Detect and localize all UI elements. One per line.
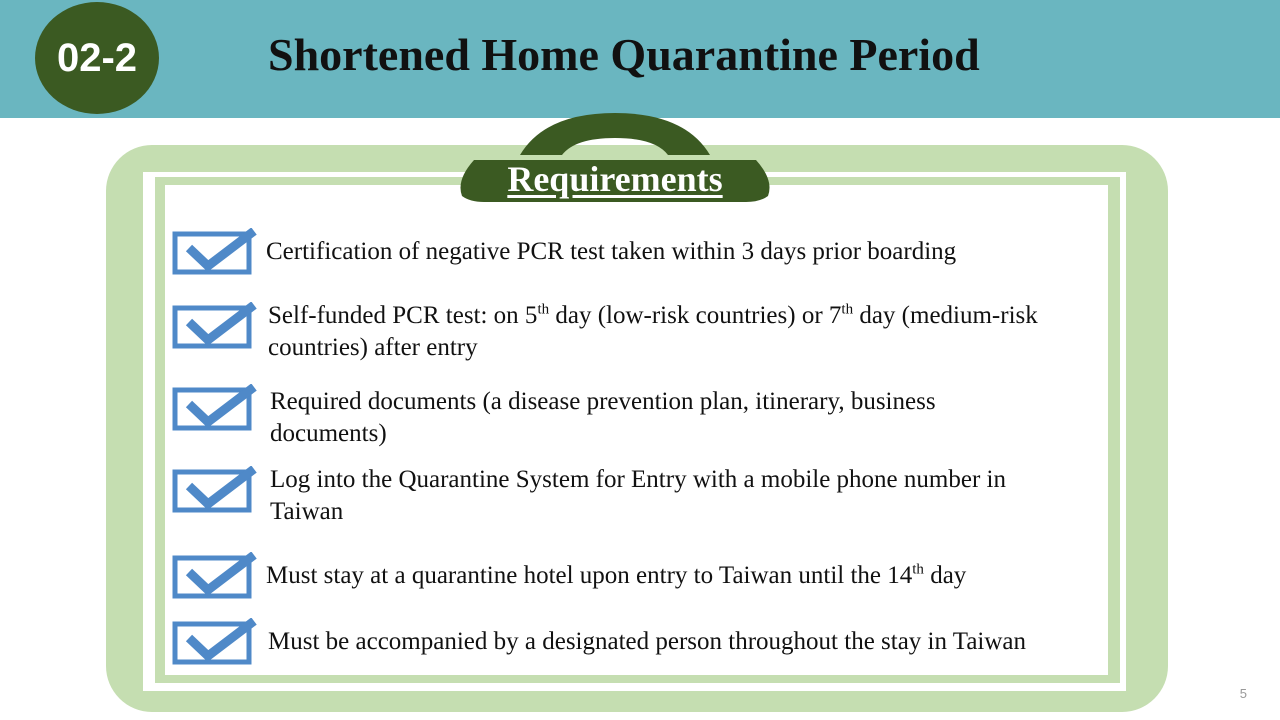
checkbox-checked-icon [172, 302, 258, 350]
page-number: 5 [1239, 686, 1247, 701]
checkbox-checked-icon [172, 466, 258, 514]
checkbox-checked-icon [172, 228, 258, 276]
checkbox-checked-icon [172, 618, 258, 666]
requirement-text: Self-funded PCR test: on 5th day (low-risk countries) or 7th day (medium-risk countries) after entry [268, 301, 1038, 361]
requirement-text: Must stay at a quarantine hotel upon entry to Taiwan until the 14th day [266, 561, 967, 589]
requirement-text: Certification of negative PCR test taken within 3 days prior boarding [266, 238, 957, 265]
requirement-text: Required documents (a disease prevention plan, itinerary, business documents) [270, 388, 936, 447]
checkbox-checked-icon [172, 384, 258, 432]
checkbox-checked-icon [172, 552, 258, 600]
section-number: 02-2 [56, 35, 138, 80]
requirements-heading: Requirements [507, 159, 723, 199]
slide-title: Shortened Home Quarantine Period [268, 29, 980, 80]
requirement-text: Log into the Quarantine System for Entry with a mobile phone number in Taiwan [270, 466, 1006, 525]
requirement-text: Must be accompanied by a designated person throughout the stay in Taiwan [268, 628, 1027, 655]
section-badge [35, 2, 159, 114]
